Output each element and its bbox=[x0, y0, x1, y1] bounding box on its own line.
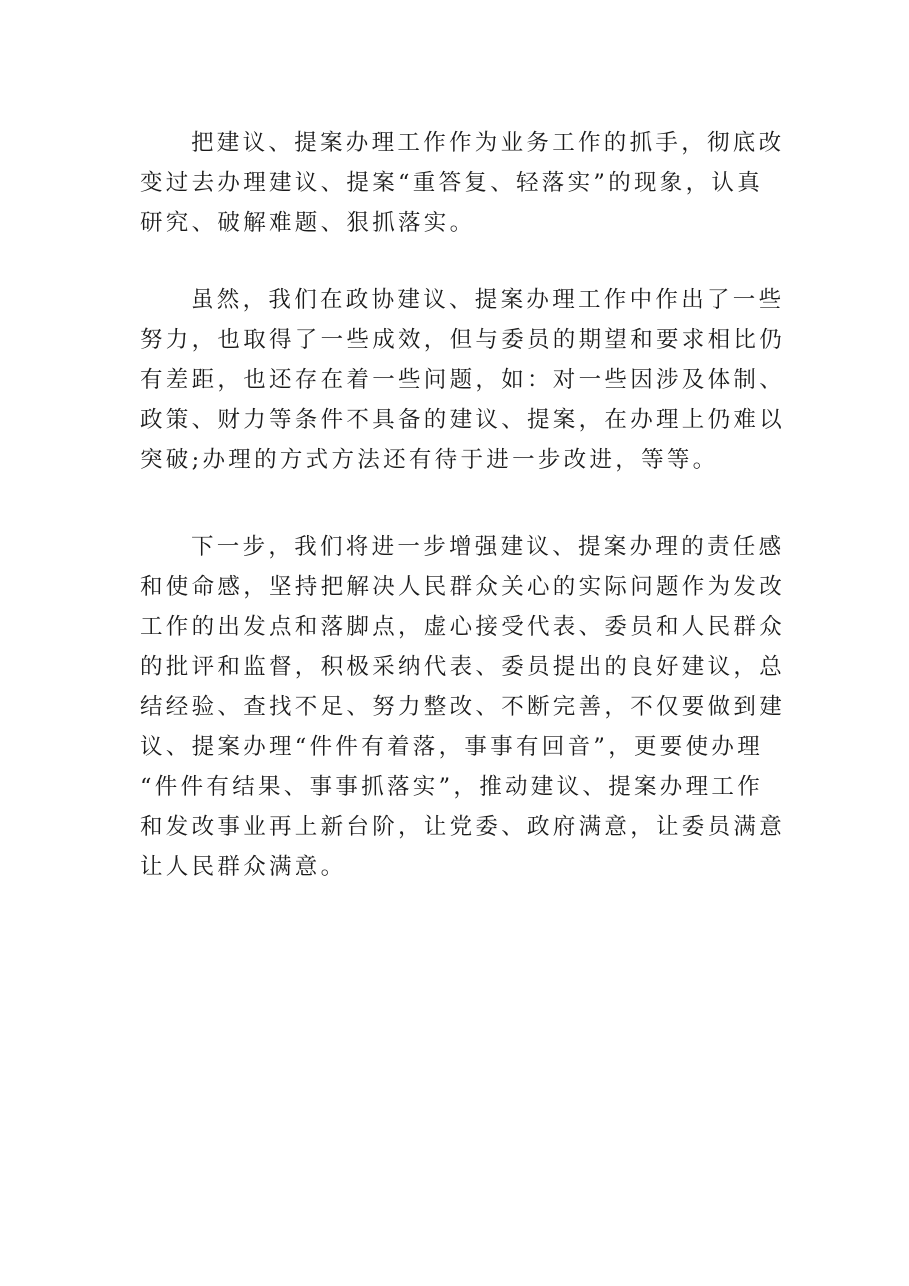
paragraph-line: 变过去办理建议、提案“重答复、轻落实”的现象，认真 bbox=[140, 170, 764, 196]
paragraph-line: 政策、财力等条件不具备的建议、提案，在办理上仍难以 bbox=[140, 407, 786, 433]
paragraph-line: 和使命感，坚持把解决人民群众关心的实际问题作为发改 bbox=[140, 574, 786, 600]
paragraph-line: 突破;办理的方式方法还有待于进一步改进，等等。 bbox=[140, 447, 719, 473]
paragraph-2 bbox=[140, 280, 785, 480]
paragraph-line: 下一步，我们将进一步增强建议、提案办理的责任感 bbox=[191, 534, 785, 560]
paragraph-line: 虽然，我们在政协建议、提案办理工作中作出了一些 bbox=[191, 287, 785, 313]
paragraph-line: 努力，也取得了一些成效，但与委员的期望和要求相比仍 bbox=[140, 327, 786, 353]
paragraph-1 bbox=[140, 123, 784, 243]
paragraph-line: “件件有结果、事事抓落实”，推动建议、提案办理工作 bbox=[140, 774, 764, 800]
paragraph-3 bbox=[140, 527, 785, 887]
paragraph-line: 有差距，也还存在着一些问题，如：对一些因涉及体制、 bbox=[140, 367, 786, 393]
paragraph-line: 的批评和监督，积极采纳代表、委员提出的良好建议，总 bbox=[140, 654, 786, 680]
paragraph-line: 和发改事业再上新台阶，让党委、政府满意，让委员满意 bbox=[140, 814, 786, 840]
paragraph-line: 研究、破解难题、狠抓落实。 bbox=[140, 210, 476, 236]
paragraph-line: 让人民群众满意。 bbox=[140, 854, 347, 880]
paragraph-line: 结经验、查找不足、努力整改、不断完善，不仅要做到建 bbox=[140, 694, 786, 720]
paragraph-line: 工作的出发点和落脚点，虚心接受代表、委员和人民群众 bbox=[140, 614, 786, 640]
paragraph-line: 议、提案办理“件件有着落，事事有回音”，更要使办理 bbox=[140, 734, 764, 760]
paragraph-line: 把建议、提案办理工作作为业务工作的抓手，彻底改 bbox=[191, 130, 785, 156]
